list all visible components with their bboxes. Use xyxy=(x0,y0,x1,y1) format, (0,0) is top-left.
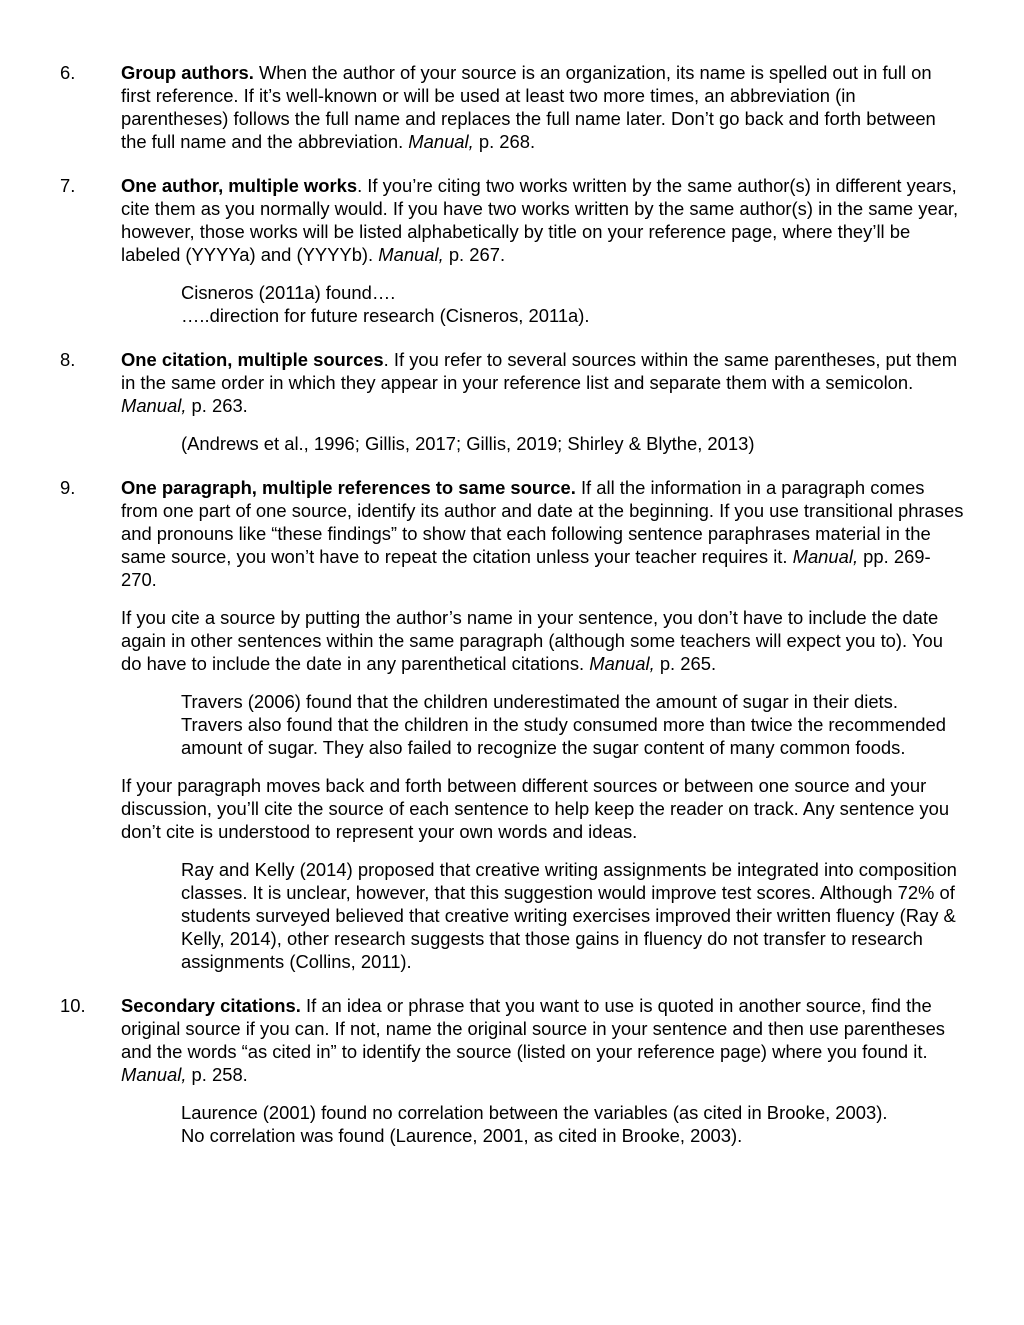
item-body xyxy=(121,476,964,973)
item-body xyxy=(121,994,964,1147)
page-reference: p. 258. xyxy=(186,1064,248,1085)
item-paragraph xyxy=(121,994,964,1086)
example-block: Travers (2006) found that the children underestimated the amount of sugar in their diets. Travers also found that the children in the study consumed more than twice the recommended amount of sugar. They also failed to recognize the sugar content of many common foods. xyxy=(181,691,946,758)
list-item-9 xyxy=(60,476,964,973)
item-paragraph xyxy=(121,61,964,153)
item-body xyxy=(121,174,964,327)
manual-reference: Manual, xyxy=(589,653,655,674)
item-heading: One paragraph, multiple references to same source. xyxy=(121,477,576,498)
item-number: 6. xyxy=(60,62,76,83)
item-text: . If you refer to several sources within the same parentheses, put them in the same order in which they appear in your reference list and separate them with a semicolon. xyxy=(121,349,958,393)
example-block xyxy=(181,281,964,327)
item-heading: Secondary citations. xyxy=(121,995,301,1016)
example-block xyxy=(181,1101,964,1147)
item-paragraph xyxy=(121,606,964,675)
example-line: …..direction for future research (Cisneros, 2011a). xyxy=(181,305,590,326)
manual-reference: Manual, xyxy=(792,546,859,567)
list-item-8 xyxy=(60,348,964,455)
manual-reference: Manual, xyxy=(121,395,187,416)
item-number: 8. xyxy=(60,349,76,370)
list-item-10 xyxy=(60,994,964,1147)
item-text: . If you’re citing two works written by the same author(s) in different years, cite them as you normally would. If you have two works written by the same author(s) in the same year, however, those works will be listed alphabetically by title on your reference page, where they’ll be labeled (YYYYa) and (YYYYb). xyxy=(121,175,959,265)
item-paragraph xyxy=(121,348,964,417)
item-heading: One author, multiple works xyxy=(121,175,358,196)
page-reference: p. 265. xyxy=(654,653,717,674)
item-number: 10. xyxy=(60,995,86,1016)
item-body xyxy=(121,61,964,153)
item-text: If an idea or phrase that you want to use is quoted in another source, find the original source if you can. If not, name the original source in your sentence and then use parentheses and the words “as cited in” to identify the source (listed on your reference page) where you found it. xyxy=(121,995,945,1062)
item-number: 9. xyxy=(60,477,76,498)
item-paragraph xyxy=(121,174,964,266)
example-block: (Andrews et al., 1996; Gillis, 2017; Gillis, 2019; Shirley & Blythe, 2013) xyxy=(181,433,755,454)
item-paragraph xyxy=(121,476,964,591)
item-text: If you cite a source by putting the author’s name in your sentence, you don’t have to include the date again in other sentences within the same paragraph (although some teachers will expect you to). You do have to include the date in any parenthetical citations. xyxy=(121,607,943,674)
item-body xyxy=(121,348,964,455)
example-line: Laurence (2001) found no correlation between the variables (as cited in Brooke, 2003). xyxy=(181,1102,888,1123)
page-reference: p. 268. xyxy=(473,131,536,152)
item-text: If all the information in a paragraph comes from one part of one source, identify its author and date at the beginning. If you use transitional phrases and pronouns like “these findings” to show that each following sentence paraphrases material in the same source, you won’t have to repeat the citation unless your teacher requires it. xyxy=(121,477,964,567)
item-paragraph: If your paragraph moves back and forth between different sources or between one source and your discussion, you’ll cite the source of each sentence to help keep the reader on track. Any sentence you don’t cite is understood to represent your own words and ideas. xyxy=(121,775,950,842)
page-reference: pp. 269-270. xyxy=(121,546,931,590)
manual-reference: Manual, xyxy=(121,1064,187,1085)
manual-reference: Manual, xyxy=(408,131,474,152)
item-heading: One citation, multiple sources xyxy=(121,349,384,370)
page-reference: p. 267. xyxy=(443,244,506,265)
example-line: Cisneros (2011a) found…. xyxy=(181,282,396,303)
list-item-7 xyxy=(60,174,964,327)
item-heading: Group authors. xyxy=(121,62,254,83)
item-number: 7. xyxy=(60,175,76,196)
list-item-6 xyxy=(60,61,964,153)
manual-reference: Manual, xyxy=(378,244,444,265)
example-block: Ray and Kelly (2014) proposed that creative writing assignments be integrated into composition classes. It is unclear, however, that this suggestion would improve test scores. Although 72% of students surveyed believed that creative writing exercises improved their written fluency (Ray & Kelly, 2014), other research suggests that those gains in fluency do not transfer to research assignments (Collins, 2011). xyxy=(181,859,957,972)
example-line: No correlation was found (Laurence, 2001, as cited in Brooke, 2003). xyxy=(181,1125,743,1146)
item-text: When the author of your source is an organization, its name is spelled out in full on first reference. If it’s well-known or will be used at least two more times, an abbreviation (in parentheses) follows the full name and replaces the full name later. Don’t go back and forth between the full name and the abbreviation. xyxy=(121,62,936,152)
page-reference: p. 263. xyxy=(186,395,248,416)
